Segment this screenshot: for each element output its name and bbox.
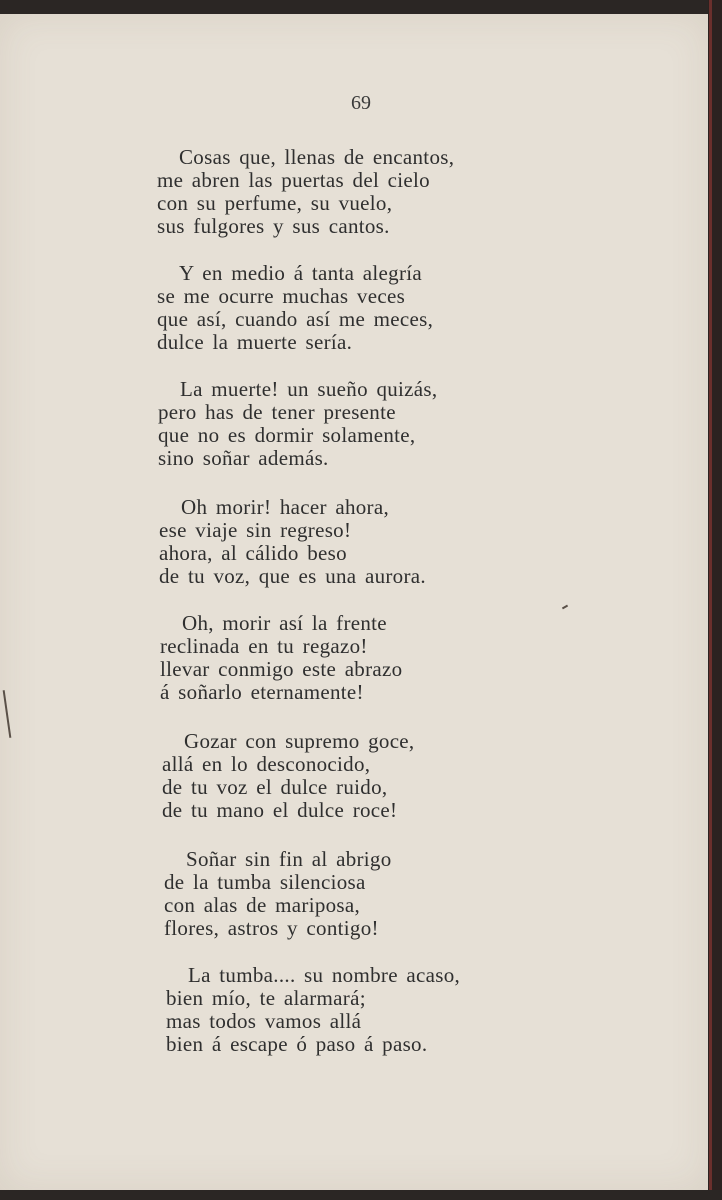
verse-line: Soñar sin fin al abrigo	[186, 847, 392, 871]
verse-line: bien mío, te alarmará;	[166, 986, 366, 1010]
verse-line: llevar conmigo este abrazo	[160, 657, 403, 681]
verse-line: Oh morir! hacer ahora,	[181, 495, 390, 519]
verse-line: con alas de mariposa,	[164, 893, 361, 917]
stanza-7	[164, 848, 392, 940]
verse-line: ahora, al cálido beso	[159, 541, 347, 565]
stanza-8	[166, 964, 460, 1056]
verse-line: Oh, morir así la frente	[182, 611, 387, 635]
verse-line: de tu voz el dulce ruido,	[162, 775, 388, 799]
verse-line: me abren las puertas del cielo	[157, 168, 430, 192]
verse-line: que así, cuando así me meces,	[157, 307, 434, 331]
verse-line: bien á escape ó paso á paso.	[166, 1032, 428, 1056]
verse-line: allá en lo desconocido,	[162, 752, 371, 776]
stanza-2	[157, 262, 433, 354]
scan-bottom-border	[0, 1190, 722, 1200]
verse-line: Cosas que, llenas de encantos,	[179, 145, 455, 169]
verse-line: sino soñar además.	[158, 446, 329, 470]
verse-line: de la tumba silenciosa	[164, 870, 366, 894]
stanza-6	[162, 730, 414, 822]
scan-top-border	[0, 0, 722, 14]
verse-line: de tu mano el dulce roce!	[162, 798, 398, 822]
verse-line: que no es dormir solamente,	[158, 423, 416, 447]
verse-line: ese viaje sin regreso!	[159, 518, 352, 542]
verse-line: á soñarlo eternamente!	[160, 680, 364, 704]
verse-line: La tumba.... su nombre acaso,	[188, 963, 461, 987]
verse-line: reclinada en tu regazo!	[160, 634, 368, 658]
verse-line: se me ocurre muchas veces	[157, 284, 406, 308]
stanza-3	[158, 378, 437, 470]
verse-line: mas todos vamos allá	[166, 1009, 362, 1033]
stanza-4	[159, 496, 426, 588]
stanza-1	[157, 146, 454, 238]
verse-line: pero has de tener presente	[158, 400, 396, 424]
page-number: 69	[351, 92, 371, 114]
verse-line: Gozar con supremo goce,	[184, 729, 415, 753]
verse-line: con su perfume, su vuelo,	[157, 191, 393, 215]
book-cover-edge	[709, 0, 712, 1200]
verse-line: flores, astros y contigo!	[164, 916, 379, 940]
verse-line: sus fulgores y sus cantos.	[157, 214, 390, 238]
stanza-5	[160, 612, 402, 704]
verse-line: Y en medio á tanta alegría	[179, 261, 423, 285]
verse-line: dulce la muerte sería.	[157, 330, 353, 354]
verse-line: La muerte! un sueño quizás,	[180, 377, 438, 401]
verse-line: de tu voz, que es una aurora.	[159, 564, 426, 588]
